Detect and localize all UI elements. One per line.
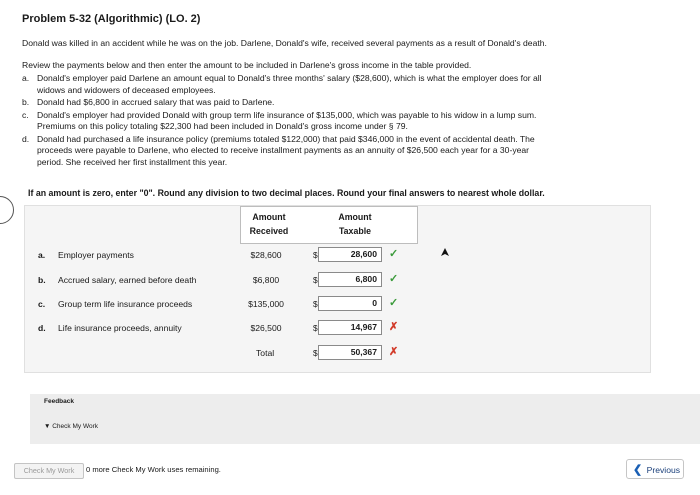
taxable-input[interactable]: 28,600 <box>318 247 382 262</box>
correct-check-icon: ✓ <box>389 297 399 309</box>
mouse-cursor-icon <box>440 248 450 260</box>
header-received <box>240 210 298 238</box>
list-item-line: Donald's employer paid Darlene an amount equal to Donald's three months' salary ($28,600), which is what the employer does for all <box>37 73 542 83</box>
list-item <box>22 73 662 96</box>
list-item-line: Premiums on this policy totaling $22,300 had been included in Donald's gross income under § 79. <box>37 121 408 131</box>
taxable-input[interactable]: 14,967 <box>318 320 382 335</box>
total-label: Total <box>256 348 275 358</box>
scroll-indicator-icon[interactable] <box>0 196 14 224</box>
check-my-work-button[interactable]: Check My Work <box>14 463 84 479</box>
correct-check-icon: ✓ <box>389 273 399 285</box>
currency-symbol: $ <box>313 299 318 309</box>
row-label: Employer payments <box>58 250 134 260</box>
total-taxable-input[interactable]: 50,367 <box>318 345 382 360</box>
list-item <box>22 110 662 133</box>
header-taxable-line: Taxable <box>338 226 372 236</box>
incorrect-x-icon: ✗ <box>389 321 399 333</box>
list-item-line: widows and widowers of deceased employees. <box>37 84 216 95</box>
instruction-text: If an amount is zero, enter "0". Round any division to two decimal places. Round your final answers to nearest whole dollar. <box>28 188 545 198</box>
currency-symbol: $ <box>313 323 318 333</box>
row-letter: d. <box>38 323 46 333</box>
amount-received: $28,600 <box>250 250 282 260</box>
row-letter: b. <box>38 275 46 285</box>
header-taxable-line: Amount <box>338 212 372 222</box>
list-item-letter: a. <box>22 73 30 83</box>
header-received-line: Amount <box>252 212 286 222</box>
page-title: Problem 5-32 (Algorithmic) (LO. 2) <box>22 13 201 25</box>
previous-button-label: Previous <box>646 465 681 475</box>
row-label: Life insurance proceeds, annuity <box>58 323 182 333</box>
taxable-input[interactable]: 0 <box>318 296 382 311</box>
currency-symbol: $ <box>313 250 318 260</box>
row-letter: c. <box>38 299 46 309</box>
intro-text: Donald was killed in an accident while he was on the job. Darlene, Donald's wife, received several payments as a result of Donald's death. <box>22 38 547 48</box>
previous-button[interactable] <box>626 459 684 479</box>
header-taxable <box>325 210 385 238</box>
amount-received: $6,800 <box>252 275 280 285</box>
taxable-input[interactable]: 6,800 <box>318 272 382 287</box>
list-item-line: Donald had $6,800 in accrued salary that was paid to Darlene. <box>37 97 275 107</box>
currency-symbol: $ <box>313 275 318 285</box>
chevron-left-icon: ❮ <box>633 464 643 476</box>
list-item <box>22 134 662 169</box>
list-item-letter: d. <box>22 133 30 144</box>
list-item-line: proceeds were payable to Darlene, who elected to receive installment payments as an annuity of $26,500 each year for a 30-year <box>37 145 530 155</box>
list-item-line: period. She received her first installment this year. <box>37 156 228 167</box>
header-received-line: Received <box>249 226 289 236</box>
payment-list <box>22 73 662 169</box>
row-letter: a. <box>38 250 46 260</box>
correct-check-icon: ✓ <box>389 248 399 260</box>
incorrect-x-icon: ✗ <box>389 346 399 358</box>
remaining-uses-text: 0 more Check My Work uses remaining. <box>86 465 221 474</box>
feedback-panel <box>30 394 700 444</box>
amount-received: $135,000 <box>248 299 284 309</box>
list-item-letter: b. <box>22 97 30 107</box>
amount-received: $26,500 <box>250 323 282 333</box>
row-label: Accrued salary, earned before death <box>58 275 197 285</box>
list-item-line: Donald had purchased a life insurance policy (premiums totaled $122,000) that paid $346,000 in the event of accidental death. The <box>37 133 535 144</box>
list-item-letter: c. <box>22 109 29 120</box>
review-text: Review the payments below and then enter the amount to be included in Darlene's gross income in the table provided. <box>22 60 472 70</box>
check-my-work-toggle[interactable]: ▼ Check My Work <box>44 423 98 430</box>
list-item-line: Donald's employer had provided Donald with group term life insurance of $135,000, which was payable to his widow in a lump sum. <box>37 109 537 120</box>
feedback-title: Feedback <box>44 398 74 405</box>
row-label: Group term life insurance proceeds <box>58 299 193 309</box>
currency-symbol: $ <box>313 348 318 358</box>
list-item <box>22 97 662 109</box>
